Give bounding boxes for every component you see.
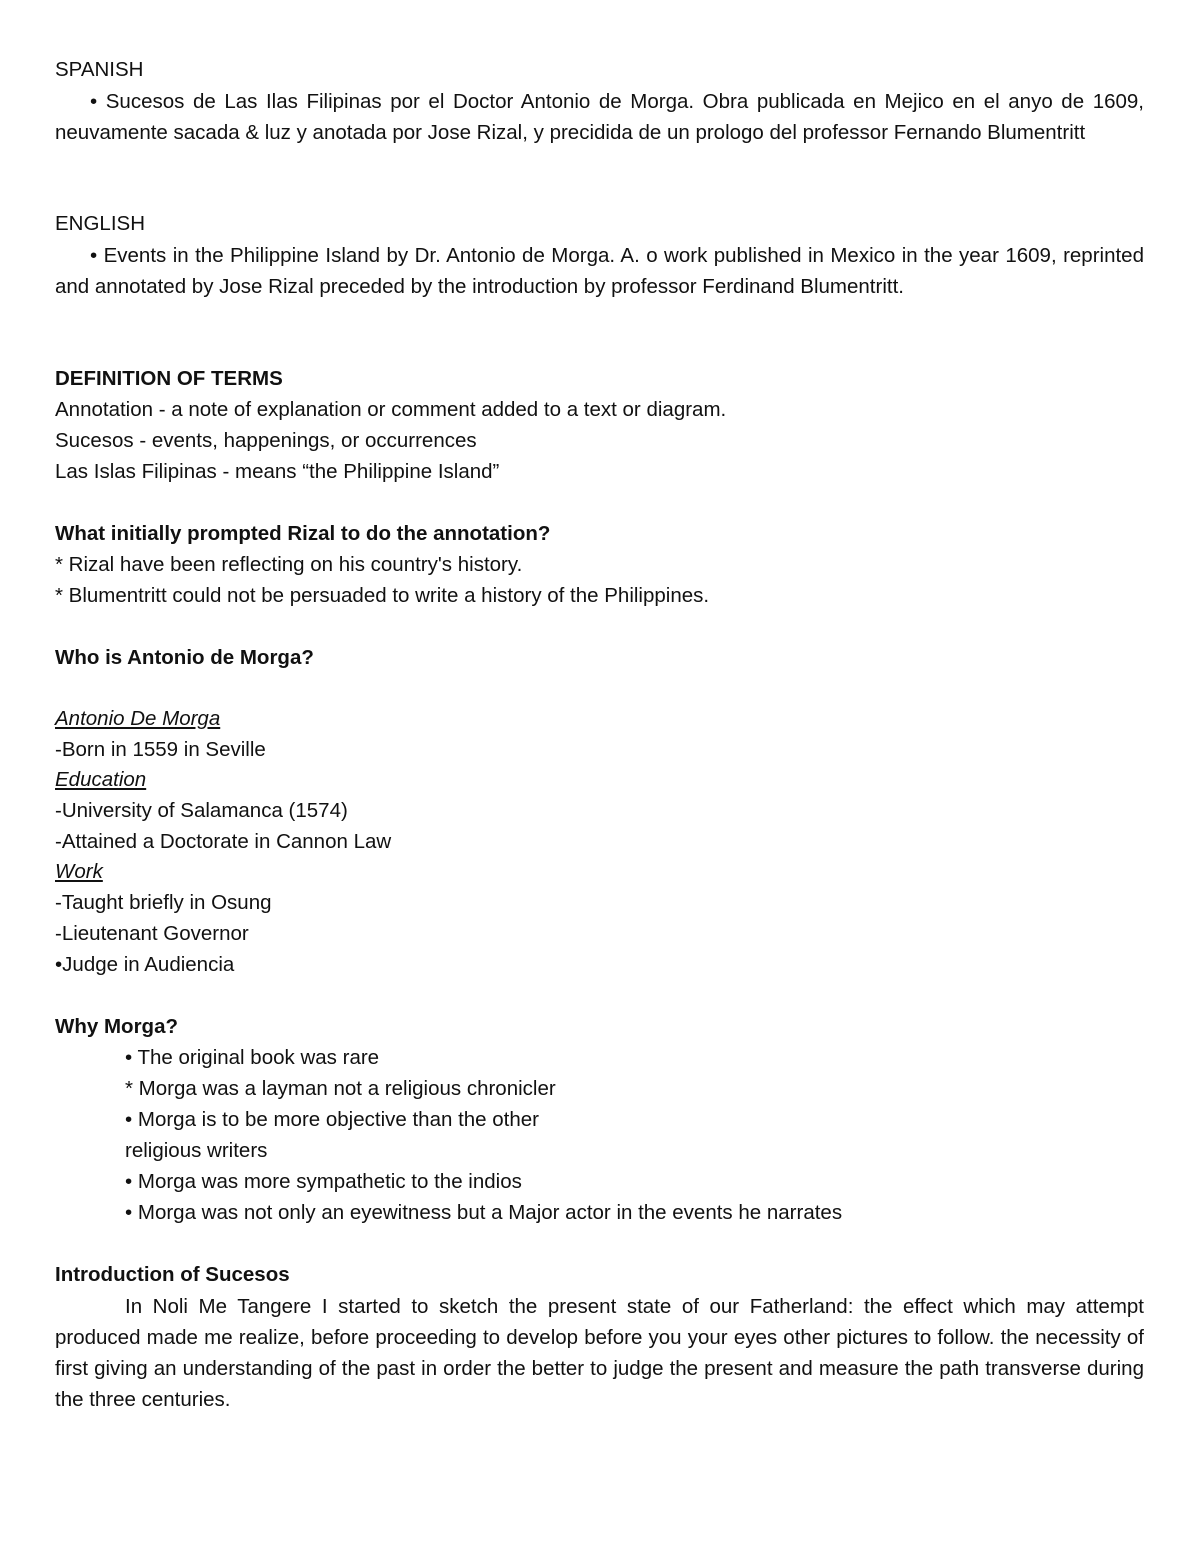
intro-paragraph: In Noli Me Tangere I started to sketch the present state of our Fatherland: the effect which may attempt produced made me realize, before proceeding to develop before you your eyes other pictures to follow. the necessity of first giving an understanding of the past in order the better to judge the present and measure the path transverse during the three centuries. bbox=[55, 1295, 1144, 1411]
definition-item: Las Islas Filipinas - means “the Philippine Island” bbox=[55, 460, 500, 483]
definition-item: Sucesos - events, happenings, or occurrences bbox=[55, 429, 477, 452]
why-item: • The original book was rare bbox=[125, 1046, 380, 1069]
english-paragraph: • Events in the Philippine Island by Dr. Antonio de Morga. A. o work published in Mexico in the year 1609, reprinted and annotated by Jose Rizal preceded by the introduction by professor Ferdinand Blumentritt. bbox=[55, 244, 1144, 298]
morga-born: -Born in 1559 in Seville bbox=[55, 738, 266, 761]
prompted-item: * Rizal have been reflecting on his country's history. bbox=[55, 553, 523, 576]
why-item: • Morga is to be more objective than the other bbox=[125, 1108, 539, 1131]
why-item: * Morga was a layman not a religious chronicler bbox=[125, 1077, 556, 1100]
work-item: -Taught briefly in Osung bbox=[55, 891, 272, 914]
definition-item: Annotation - a note of explanation or comment added to a text or diagram. bbox=[55, 398, 727, 421]
work-item: •Judge in Audiencia bbox=[55, 953, 235, 976]
why-heading: Why Morga? bbox=[55, 1015, 178, 1038]
work-label: Work bbox=[55, 860, 103, 883]
prompted-item: * Blumentritt could not be persuaded to write a history of the Philippines. bbox=[55, 584, 710, 607]
morga-name: Antonio De Morga bbox=[55, 707, 221, 730]
education-item: -Attained a Doctorate in Cannon Law bbox=[55, 830, 392, 853]
english-heading: ENGLISH bbox=[55, 212, 145, 235]
why-item: • Morga was more sympathetic to the indios bbox=[125, 1170, 522, 1193]
definitions-heading: DEFINITION OF TERMS bbox=[55, 367, 283, 390]
spanish-heading: SPANISH bbox=[55, 58, 144, 81]
intro-heading: Introduction of Sucesos bbox=[55, 1263, 290, 1286]
why-item: • Morga was not only an eyewitness but a Major actor in the events he narrates bbox=[125, 1201, 843, 1224]
spanish-paragraph: • Sucesos de Las Ilas Filipinas por el Doctor Antonio de Morga. Obra publicada en Mejico en el anyo de 1609, neuvamente sacada & luz y anotada por Jose Rizal, y precidida de un prologo del professor Fernando Blumentritt bbox=[55, 90, 1144, 144]
education-label: Education bbox=[55, 768, 147, 791]
education-item: -University of Salamanca (1574) bbox=[55, 799, 348, 822]
who-heading: Who is Antonio de Morga? bbox=[55, 646, 314, 669]
work-item: -Lieutenant Governor bbox=[55, 922, 249, 945]
prompted-heading: What initially prompted Rizal to do the annotation? bbox=[55, 522, 551, 545]
why-item: religious writers bbox=[125, 1139, 268, 1162]
